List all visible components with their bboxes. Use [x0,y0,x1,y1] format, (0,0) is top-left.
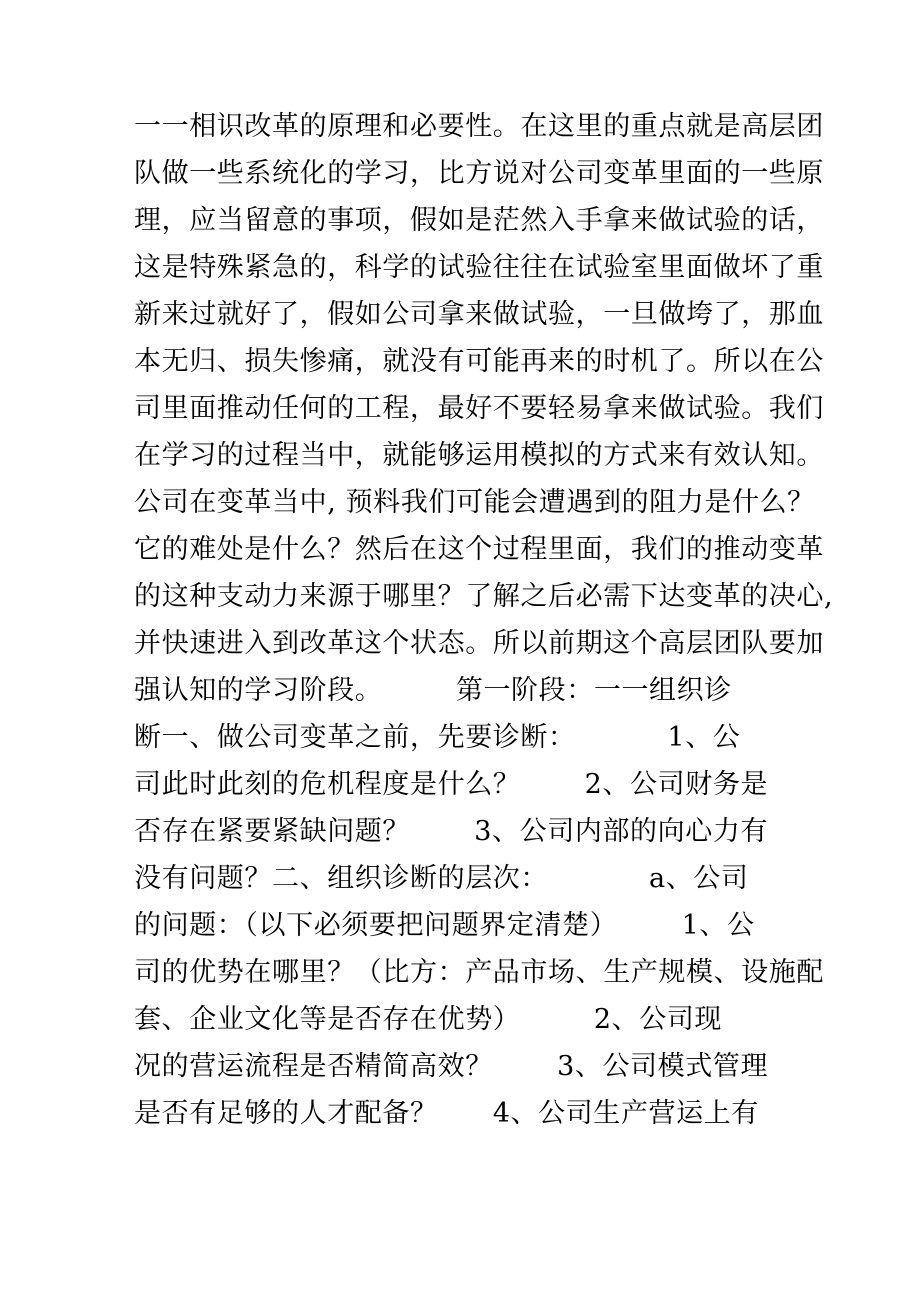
text-line: 套、企业文化等是否存在优势） 2、公司现 [134,1004,723,1035]
text-line: 是否有足够的人才配备？ 4、公司生产营运上有 [134,1098,759,1129]
text-line: 在学习的过程当中，就能够运用模拟的方式来有效认知。 [134,440,824,471]
text-line: 一一相识改革的原理和必要性。在这里的重点就是高层团 [134,111,824,142]
text-line: 司里面推动任何的工程，最好不要轻易拿来做试验。我们 [134,393,824,424]
text-line: 强认知的学习阶段。 第一阶段：一一组织诊 [134,675,732,706]
text-line: 并快速进入到改革这个状态。所以前期这个高层团队要加 [134,628,824,659]
text-line: 的这种支动力来源于哪里？了解之后必需下达变革的决心, [134,581,834,612]
text-line: 这是特殊紧急的，科学的试验往往在试验室里面做坏了重 [134,252,824,283]
text-line: 司此时此刻的危机程度是什么？ 2、公司财务是 [134,769,769,800]
text-line: 否存在紧要紧缺问题？ 3、公司内部的向心力有 [134,816,769,847]
text-line: 司的优势在哪里？（比方：产品市场、生产规模、设施配 [134,957,824,988]
text-line: 没有问题？二、组织诊断的层次： a、公司 [134,863,749,894]
text-line: 公司在变革当中, 预料我们可能会遭遇到的阻力是什么？ [134,487,815,518]
text-line: 理，应当留意的事项，假如是茫然入手拿来做试验的话， [134,205,824,236]
text-line: 断一、做公司变革之前，先要诊断： 1、公 [134,722,741,753]
text-line: 队做一些系统化的学习，比方说对公司变革里面的一些原 [134,158,824,189]
text-line: 的问题：（以下必须要把问题界定清楚） 1、公 [134,910,755,941]
text-line: 本无归、损失惨痛，就没有可能再来的时机了。所以在公 [134,346,824,377]
text-line: 新来过就好了，假如公司拿来做试验，一旦做垮了，那血 [134,299,824,330]
text-line: 况的营运流程是否精简高效？ 3、公司模式管理 [134,1051,769,1082]
text-line: 它的难处是什么？然后在这个过程里面，我们的推动变革 [134,534,824,565]
